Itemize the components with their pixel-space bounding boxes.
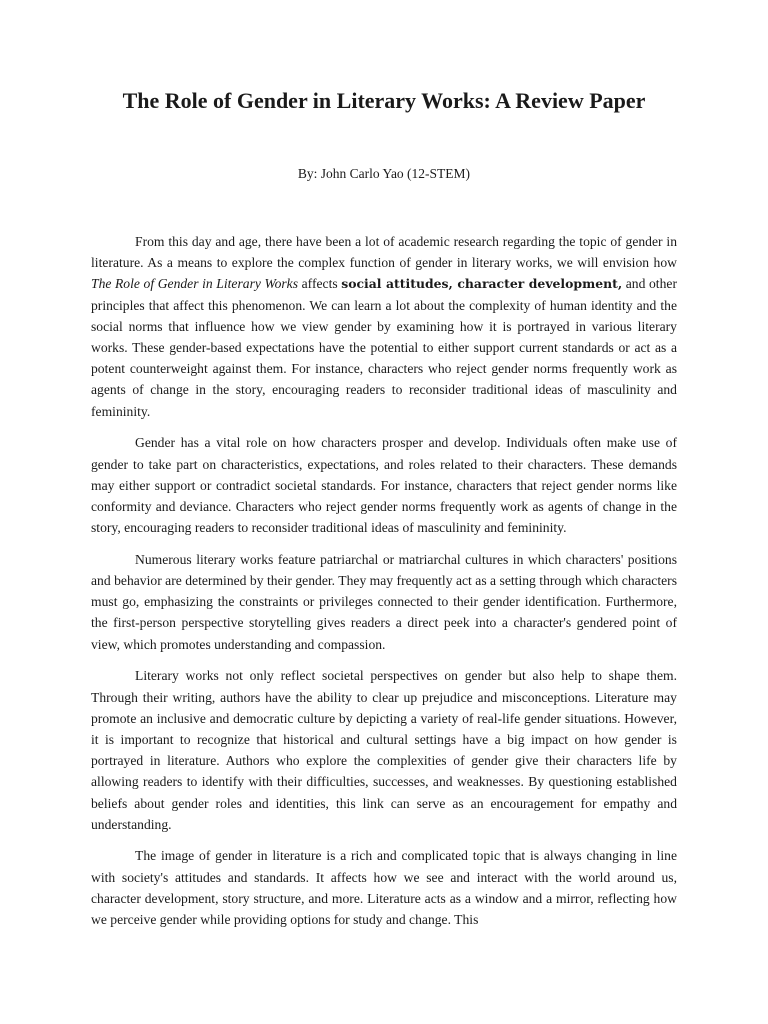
paragraph-3: Numerous literary works feature patriarchal or matriarchal cultures in which characters' positions and behavior are determined by their gender. They may frequently act as a setting through which characters must go, emphasizing the constraints or privileges connected to their gender identification. Furthermore, the first-person perspective storytelling gives readers a direct peek into a character's gendered point of view, which promotes understanding and compassion. <box>91 551 677 652</box>
paragraph-1-italic-title: The Role of Gender in Literary Works <box>91 276 299 292</box>
paragraph-1 <box>91 231 677 422</box>
author-byline: By: John Carlo Yao (12-STEM) <box>297 166 471 181</box>
paragraph-1-text-c: and other principles that affect this phenomenon. We can learn a lot about the complexity of human identity and the social norms that influence how we view gender by examining how it is portrayed in various literary works. These gender-based expectations have the potential to either support current standards or act as a potent counterweight against them. For instance, characters who reject gender norms frequently work as agents of change in the story, encouraging readers to reconsider traditional ideas of masculinity and femininity. <box>91 276 677 419</box>
paragraph-4: Literary works not only reflect societal perspectives on gender but also help to shape them. Through their writing, authors have the ability to clear up prejudice and misconceptions. Literature may promote an inclusive and democratic culture by depicting a variety of real-life gender situations. However, it is important to recognize that historical and cultural settings have a big impact on how gender is portrayed in literature. Authors who explore the complexities of gender give their characters life by allowing readers to identify with their difficulties, successes, and weaknesses. By questioning established beliefs about gender roles and identities, this link can serve as an encouragement for empathy and understanding. <box>91 668 677 832</box>
paragraph-1-text-a: From this day and age, there have been a lot of academic research regarding the topic of gender in literature. As a means to explore the complex function of gender in literary works, we will envision how <box>91 234 677 271</box>
paragraph-1-text-b: affects <box>298 276 342 292</box>
document-title: The Role of Gender in Literary Works: A Review Paper <box>122 88 646 113</box>
paragraph-1-bold-phrase: social attitudes, character development, <box>341 276 623 292</box>
paragraph-2: Gender has a vital role on how characters prosper and develop. Individuals often make use of gender to take part on characteristics, expectations, and roles related to their characters. These demands may either support or contradict societal standards. For instance, characters that reject gender norms like conformity and deviance. Characters who reject gender norms frequently work as agents of change in the story, encouraging readers to reconsider traditional ideas of masculinity and femininity. <box>91 435 677 536</box>
document-body <box>91 231 677 941</box>
paragraph-5: The image of gender in literature is a rich and complicated topic that is always changing in line with society's attitudes and standards. It affects how we see and interact with the world around us, character development, story structure, and more. Literature acts as a window and a mirror, reflecting how we perceive gender while providing options for study and change. This <box>91 848 677 928</box>
